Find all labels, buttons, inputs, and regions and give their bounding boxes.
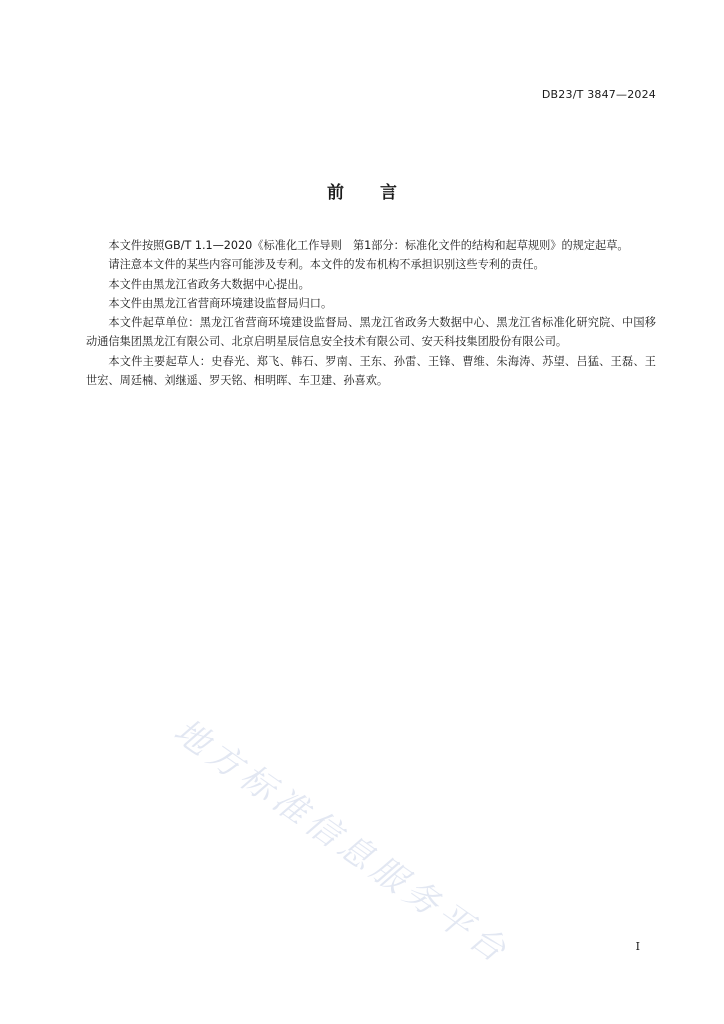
paragraph-centralized-unit: 本文件由黑龙江省营商环境建设监督局归口。 [108,296,333,310]
page-number: I [635,940,640,953]
paragraph-drafters: 本文件主要起草人：史春光、郑飞、韩石、罗南、王东、孙雷、王锋、曹维、朱海涛、苏望、吕猛、王磊、王世宏、周廷楠、刘继遥、罗天铭、相明晖、车卫建、孙喜欢。 [86,354,656,388]
foreword-body [86,236,656,390]
paragraph-patent-notice: 请注意本文件的某些内容可能涉及专利。本文件的发布机构不承担识别这些专利的责任。 [108,258,545,272]
watermark: 地方标准信息服务平台 [166,710,518,974]
section-title: 前言 [327,183,433,203]
document-code: DB23/T 3847—2024 [541,88,656,101]
paragraph-proposer: 本文件由黑龙江省政务大数据中心提出。 [108,277,310,291]
paragraph-drafting-units: 本文件起草单位：黑龙江省营商环境建设监督局、黑龙江省政务大数据中心、黑龙江省标准化研究院、中国移动通信集团黑龙江有限公司、北京启明星辰信息安全技术有限公司、安天科技集团股份有限公司。 [86,316,656,349]
paragraph-drafting-rules: 本文件按照GB/T 1.1—2020《标准化工作导则 第1部分：标准化文件的结构和起草规则》的规定起草。 [108,239,629,252]
